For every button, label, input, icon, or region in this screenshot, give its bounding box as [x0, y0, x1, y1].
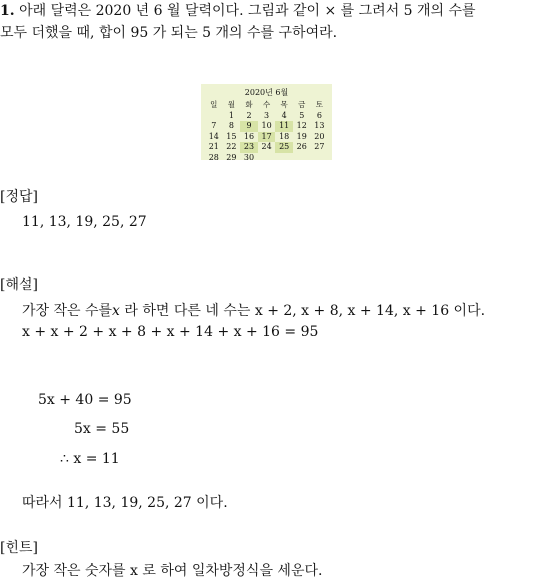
calendar-day: 29	[226, 152, 237, 162]
calendar-weekday: 토	[315, 100, 323, 109]
calendar-day: 1	[228, 110, 234, 120]
calendar-day: 28	[208, 152, 219, 162]
equation-4: ∴ x = 11	[60, 451, 120, 467]
question-text-1: 아래 달력은 2020 년 6 월 달력이다. 그림과 같이 × 를 그려서 5 개의 수를	[19, 3, 476, 19]
hint-heading: [힌트]	[0, 540, 38, 556]
answer-text: 11, 13, 19, 25, 27	[22, 214, 147, 230]
calendar-weekday: 일	[210, 100, 218, 109]
answer-heading: [정답]	[0, 189, 38, 205]
calendar-empty-cell	[293, 153, 311, 164]
calendar-weekday: 수	[262, 100, 271, 109]
calendar-empty-cell	[275, 153, 293, 164]
calendar-day: 27	[314, 142, 325, 152]
calendar-weekday: 목	[280, 100, 288, 109]
calendar-day: 25	[275, 142, 293, 153]
explanation-line-1-pre: 가장 작은 수를	[22, 303, 113, 319]
explanation-line-1-var: x	[112, 303, 120, 319]
calendar-day: 20	[314, 131, 325, 141]
calendar-day: 16	[243, 131, 255, 141]
question-line-1	[0, 0, 476, 22]
explanation-conclusion: 따라서 11, 13, 19, 25, 27 이다.	[22, 495, 228, 511]
calendar-day: 18	[279, 131, 290, 141]
explanation-line-1-post: 라 하면 다른 네 수는 x + 2, x + 8, x + 14, x + 16 이다.	[119, 303, 486, 319]
calendar-weekday: 금	[298, 100, 306, 109]
calendar-day: 4	[281, 110, 287, 120]
calendar-day: 13	[314, 121, 325, 131]
calendar-weekday: 화	[245, 100, 253, 109]
calendar-day: 11	[275, 121, 293, 132]
calendar	[201, 84, 332, 160]
calendar-day: 30	[243, 152, 255, 162]
calendar-day: 26	[296, 142, 307, 152]
calendar-day: 15	[226, 131, 237, 141]
calendar-day: 14	[208, 131, 219, 141]
explanation-line-1	[22, 300, 485, 320]
calendar-day: 24	[261, 142, 272, 152]
calendar-day: 5	[299, 110, 305, 120]
calendar-title: 2020년 6월	[244, 88, 289, 97]
explanation-heading: [해설]	[0, 277, 38, 293]
calendar-day: 2	[246, 110, 252, 120]
question-number: 1.	[0, 3, 15, 19]
calendar-day: 22	[226, 142, 237, 152]
question-line-2: 모두 더했을 때, 합이 95 가 되는 5 개의 수를 구하여라.	[0, 25, 338, 41]
calendar-day: 17	[258, 132, 276, 143]
calendar-day: 12	[296, 121, 307, 131]
calendar-day: 9	[240, 121, 258, 132]
calendar-day: 8	[228, 121, 234, 131]
calendar-grid	[205, 100, 328, 164]
hint-text: 가장 작은 숫자를 x 로 하여 일차방정식을 세운다.	[22, 563, 323, 579]
calendar-day: 19	[296, 131, 307, 141]
calendar-weekday: 월	[227, 100, 236, 109]
calendar-day: 6	[316, 110, 322, 120]
calendar-empty-cell	[311, 153, 329, 164]
calendar-day: 23	[240, 142, 258, 153]
calendar-empty-cell	[205, 111, 223, 122]
equation-3: 5x = 55	[74, 421, 130, 437]
equation-2: 5x + 40 = 95	[38, 392, 132, 408]
calendar-day: 3	[264, 110, 270, 120]
calendar-empty-cell	[258, 153, 276, 164]
calendar-day: 21	[208, 142, 219, 152]
calendar-day: 10	[261, 121, 272, 131]
equation-1: x + x + 2 + x + 8 + x + 14 + x + 16 = 95	[22, 324, 319, 340]
calendar-day: 7	[211, 121, 217, 131]
